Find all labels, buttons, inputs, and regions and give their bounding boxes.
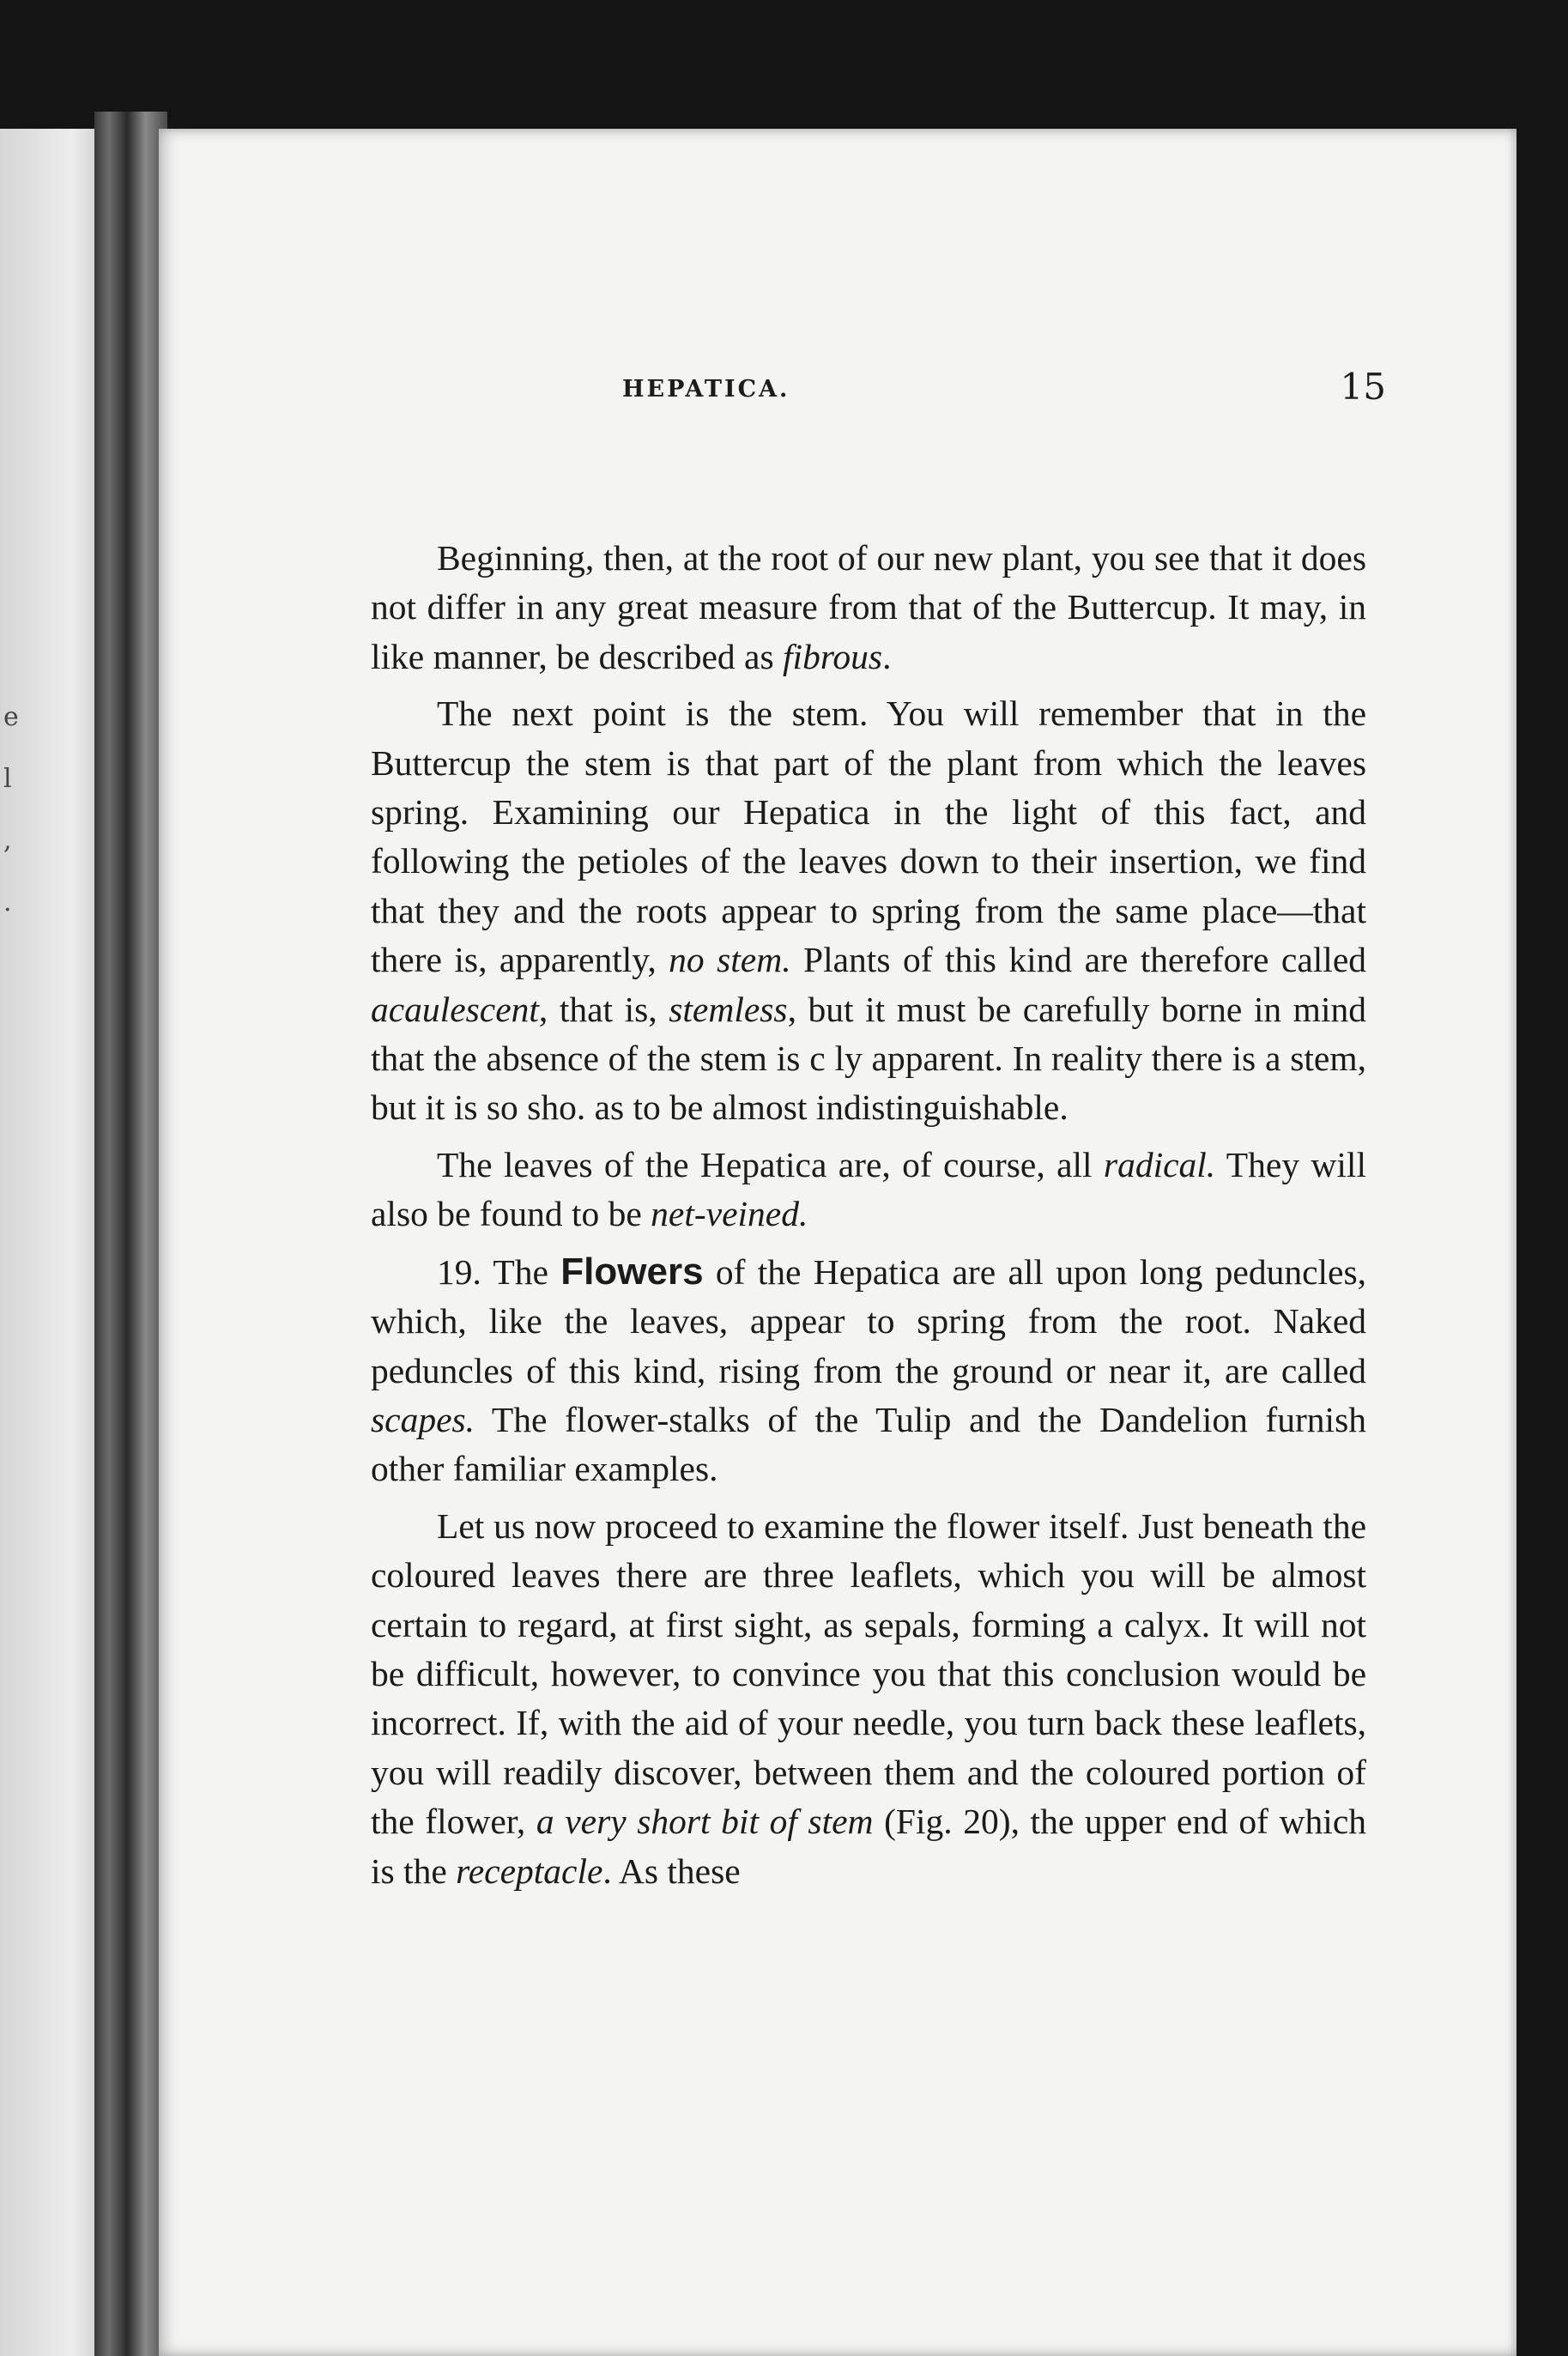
margin-mark: . [3,887,12,918]
book-binding-gutter [94,112,167,2356]
running-head [335,360,1386,412]
paragraph [371,534,1366,681]
text-run: They will also be found to be [371,1144,1366,1234]
text-run: . [882,636,892,676]
facing-page-margin-marks [3,687,21,934]
text-run: Beginning, then, at the root of our new plant, you see that it does not differ in any great measure from that of the Buttercup. It may, in like manner, be described as [371,538,1366,676]
section-heading-flowers: Flowers [560,1250,704,1293]
italic-term: radical. [1103,1144,1216,1184]
text-run: 19. The [437,1251,561,1292]
text-run: Plants of this kind are therefore called [790,940,1366,980]
text-run: . As these [602,1850,741,1891]
italic-term: net-veined. [651,1194,808,1234]
italic-term: no stem. [669,940,791,980]
text-run: , but it must be carefully borne in mind that the absence of the stem is c ly apparent. In reality there is a stem, but it is so sho. as to be almost indistinguishable. [371,989,1366,1128]
text-run: of the Hepatica are all upon long peduncles, which, like the leaves, appear to spring from the root. Naked peduncles of this kind, rising from the ground or near it, are called [371,1251,1366,1390]
book-page [159,129,1517,2356]
paragraph [371,1141,1366,1239]
italic-term: scapes. [371,1399,475,1439]
italic-term: receptacle [456,1850,603,1891]
margin-mark: l [3,764,12,794]
margin-mark: , [3,826,12,856]
text-run: , that is, [538,989,669,1029]
paragraph [371,689,1366,1133]
running-title: HEPATICA. [622,376,790,403]
page-number: 15 [1340,366,1386,408]
italic-term: a very short bit of stem [536,1802,874,1842]
text-run: The flower-stalks of the Tulip and the Dandelion furnish other familiar examples. [371,1399,1366,1489]
italic-term: stemless [669,989,788,1029]
italic-term: fibrous [783,636,883,676]
text-run: The leaves of the Hepatica are, of course, all [437,1144,1104,1184]
paragraph [371,1247,1366,1494]
paragraph [371,1502,1366,1896]
text-run: (Fig. 20), the upper end of which is the [371,1802,1366,1891]
text-run: The next point is the stem. You will remember that in the Buttercup the stem is that part of the plant from which the leaves spring. Examining our Hepatica in the light of this fact, and following the petioles of the leaves down to their insertion, we find that they and the roots appear to spring from the same place—that there is, apparently, [371,693,1366,980]
margin-mark: e [3,702,19,732]
body-text [371,534,1366,1904]
italic-term: acaulescent [371,989,539,1029]
text-run: Let us now proceed to examine the flower itself. Just beneath the coloured leaves there are three leaflets, which you will be almost certain to regard, at first sight, as sepals, forming a calyx. It will not be difficult, however, to convince you that this conclusion would be incorrect. If, with the aid of your needle, you turn back these leaflets, you will readily discover, between them and the coloured portion of the flower, [371,1505,1366,1842]
